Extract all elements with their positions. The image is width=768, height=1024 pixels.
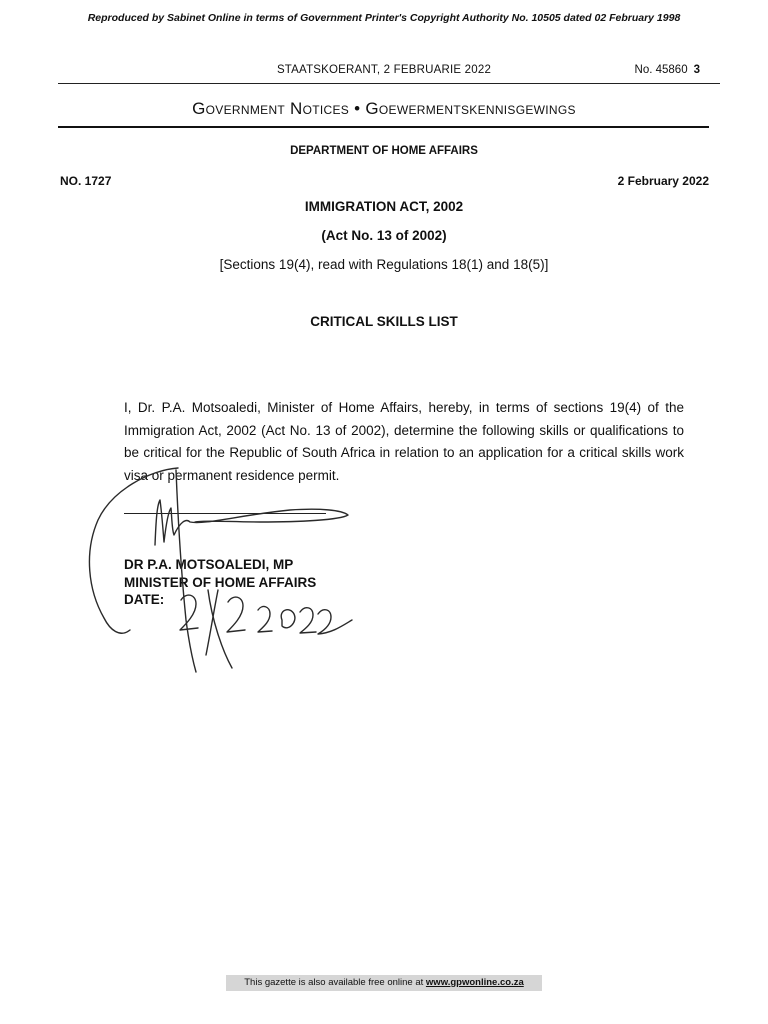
gazette-number: No. 45860 — [634, 64, 688, 76]
footer-link[interactable]: www.gpwonline.co.za — [425, 977, 524, 988]
sections-reference: [Sections 19(4), read with Regulations 18(1) and 18(5)] — [219, 257, 549, 272]
department-heading: DEPARTMENT OF HOME AFFAIRS — [290, 145, 478, 157]
signature-descender — [176, 470, 196, 672]
notice-date: 2 February 2022 — [617, 174, 709, 188]
date-digit-2e — [318, 610, 352, 634]
signatory-name: DR P.A. MOTSOALEDI, MP — [124, 557, 294, 572]
gazette-title: STAATSKOERANT, 2 FEBRUARIE 2022 — [276, 64, 492, 76]
footer-text: This gazette is also available free online at — [244, 977, 424, 988]
section-title: Government Notices • Goewermentskennisgewings — [192, 99, 576, 118]
body-paragraph: I, Dr. P.A. Motsoaledi, Minister of Home Affairs, hereby, in terms of sections 19(4) of the Immigration Act, 2002 (Act No. 13 of 2002), determine the following skills or qualifications to be critical for the Republic of South Africa in relation to an application for a critical skills work visa or permanent residence permit. — [124, 400, 684, 483]
date-digit-2a — [180, 595, 198, 630]
date-digit-0 — [281, 610, 295, 628]
date-digit-2b — [227, 597, 245, 632]
act-title: IMMIGRATION ACT, 2002 — [304, 199, 464, 214]
signature-main-stroke — [155, 500, 348, 545]
date-digit-2c — [258, 607, 272, 632]
date-label: DATE: — [124, 592, 165, 607]
signature-loop-stroke — [89, 468, 178, 633]
list-title: CRITICAL SKILLS LIST — [310, 314, 458, 329]
copyright-notice: Reproduced by Sabinet Online in terms of Government Printer's Copyright Authority No. 10505 dated 02 February 1998 — [87, 12, 681, 24]
notice-number: NO. 1727 — [60, 174, 112, 188]
date-digit-2d — [300, 608, 316, 633]
date-slash-1 — [206, 590, 218, 655]
footer-banner — [226, 975, 542, 991]
signatory-title: MINISTER OF HOME AFFAIRS — [124, 574, 317, 590]
page-number: 3 — [693, 64, 700, 76]
act-number: (Act No. 13 of 2002) — [321, 228, 447, 243]
